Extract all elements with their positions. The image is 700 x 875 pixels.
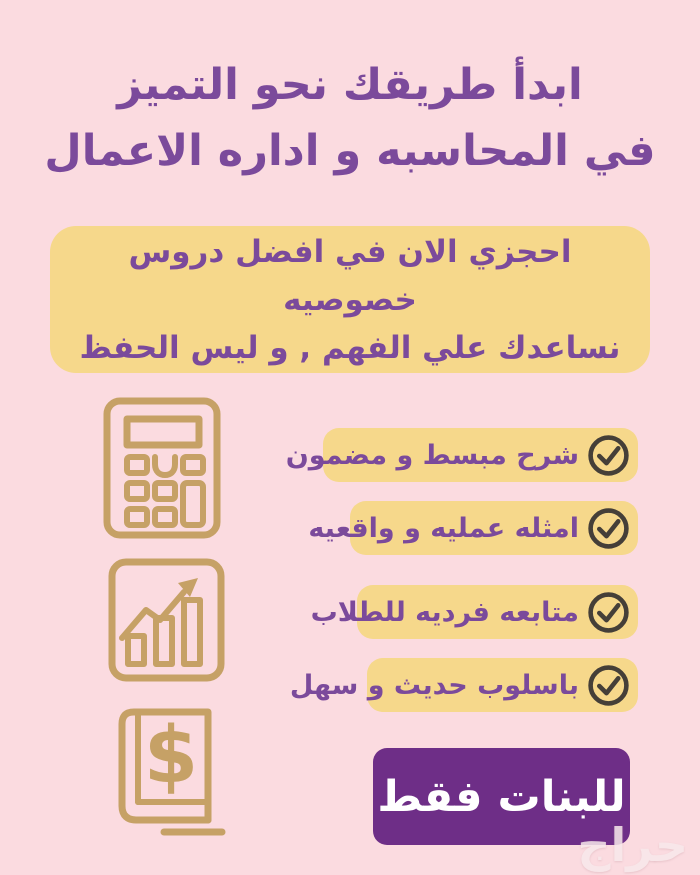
offer-panel [50, 226, 650, 373]
check-circle-icon [586, 590, 631, 635]
haraj-watermark: حراج [577, 818, 688, 872]
feature-label: امثله عمليه و واقعيه [308, 512, 579, 544]
bar-chart-growth-icon [108, 558, 225, 682]
check-circle-icon [586, 663, 631, 708]
poster-title-line1: ابدأ طريقك نحو التميز [117, 60, 583, 110]
feature-pill [310, 585, 638, 639]
feature-label: باسلوب حديث و سهل [289, 669, 579, 701]
feature-pill [308, 501, 638, 555]
girls-only-banner: للبنات فقط [373, 748, 630, 845]
poster-title-line2: في المحاسبه و اداره الاعمال [44, 126, 656, 176]
feature-label: شرح مبسط و مضمون [285, 439, 579, 471]
money-book-icon [108, 704, 228, 844]
calculator-icon [103, 397, 221, 539]
check-circle-icon [586, 506, 631, 551]
feature-pill [285, 428, 638, 482]
check-circle-icon [586, 433, 631, 478]
poster-title [0, 52, 700, 184]
feature-label: متابعه فرديه للطلاب [310, 596, 579, 628]
offer-line1: احجزي الان في افضل دروس خصوصيه [128, 233, 572, 318]
offer-line2: نساعدك علي الفهم , و ليس الحفظ [79, 329, 621, 366]
svg-text:$: $ [143, 711, 199, 801]
feature-pill [289, 658, 638, 712]
